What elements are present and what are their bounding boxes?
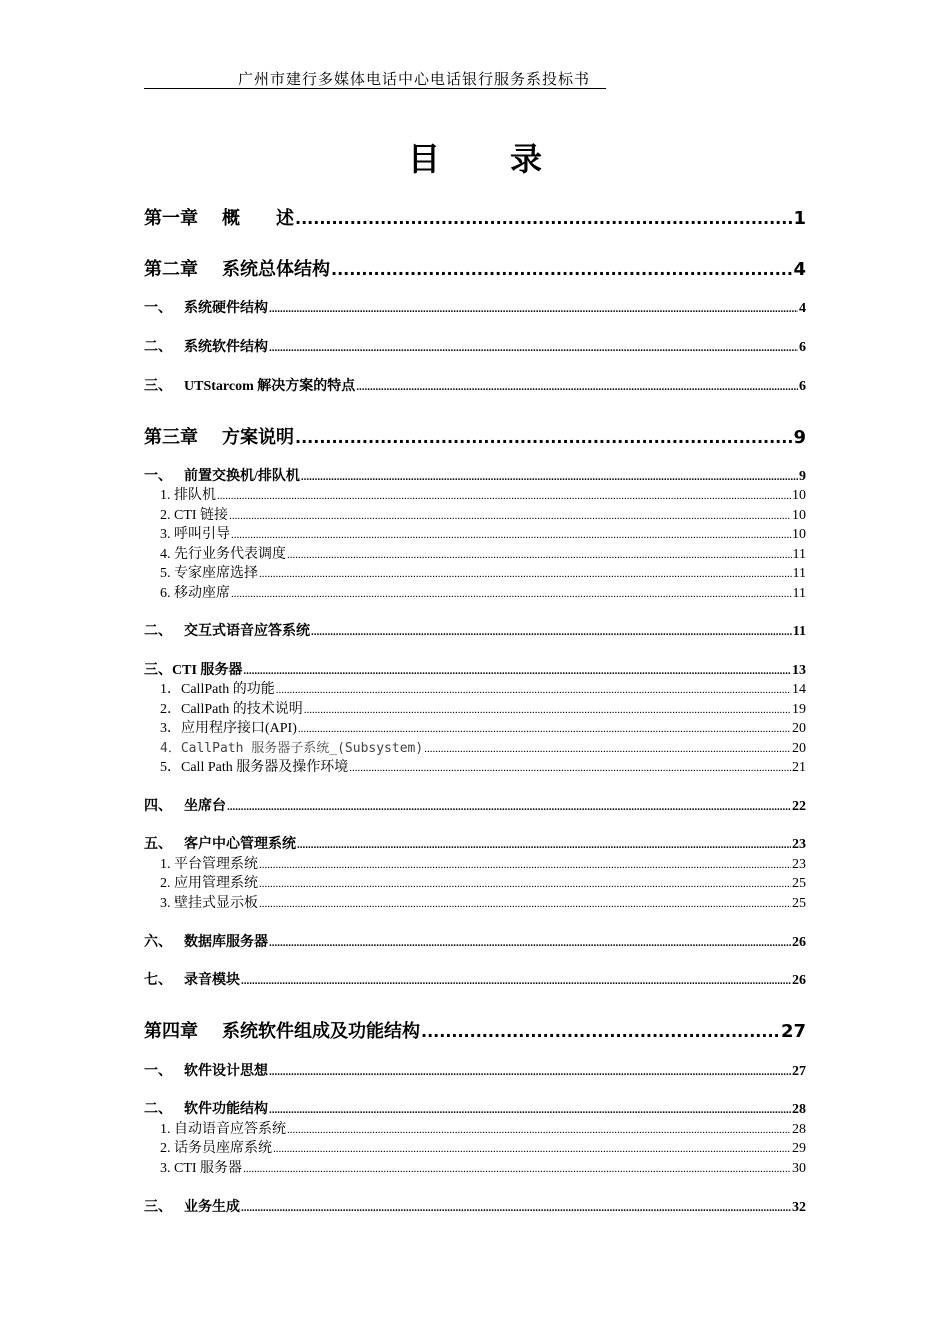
toc-entry-title [144,1196,240,1216]
section-title: 前置交换机/排队机 [184,469,300,484]
toc-entry[interactable] [144,969,806,989]
toc-title: 目录 [407,140,612,178]
toc-entry-title [144,620,310,640]
dot-leader [287,1124,791,1136]
section-number: 七、 [144,972,172,988]
toc-entry[interactable] [144,833,806,853]
toc-entry[interactable] [144,678,806,698]
page-number: 11 [792,586,806,601]
toc-entry[interactable] [144,1118,806,1138]
toc-entry[interactable] [144,1157,806,1177]
dot-leader [269,1066,791,1078]
dot-leader [229,510,791,522]
chapter-title: 方案说明 [222,427,294,448]
section-title: UTStarcom 解决方案的特点 [184,379,356,394]
toc-entry-title: 6. 移动座席 [160,586,230,601]
chapter-title: 概 述 [222,208,294,229]
section-number: 一、 [144,1063,172,1079]
dot-leader [331,260,792,279]
page-number: 19 [792,702,806,717]
dot-leader [295,209,792,228]
dot-leader [424,743,791,755]
dot-leader [259,878,791,890]
page-number: 20 [792,741,806,756]
toc-entry[interactable] [144,255,806,281]
toc-entry-title [144,795,226,815]
chapter-title: 系统软件组成及功能结构 [222,1021,420,1042]
dot-leader [356,381,798,393]
page-number: 23 [792,857,806,872]
toc-entry[interactable] [144,465,806,485]
section-number: 一、 [144,468,172,484]
section-title: 业务生成 [184,1200,240,1215]
page-number: 9 [793,427,806,448]
toc-entry-title [144,1017,420,1043]
page-number: 25 [792,876,806,891]
dot-leader [241,975,791,987]
page-number: 10 [792,527,806,542]
chapter-number: 第二章 [144,259,198,280]
section-number: 二、 [144,1101,172,1117]
toc-entry[interactable] [144,853,806,873]
dot-leader [298,723,791,735]
toc-entry[interactable] [144,297,806,317]
page-number: 29 [792,1141,806,1156]
chapter-number: 第三章 [144,427,198,448]
section-title: 系统硬件结构 [184,301,268,316]
toc-entry[interactable] [144,204,806,230]
page-number: 11 [792,566,806,581]
page-number: 26 [792,973,806,988]
page-number: 4 [793,259,806,280]
dot-leader [287,549,792,561]
page-number: 10 [792,508,806,523]
toc-entry-title [144,255,330,281]
toc-entry[interactable] [144,795,806,815]
page-number: 21 [792,760,806,775]
section-title: 软件设计思想 [184,1064,268,1079]
section-number: 六、 [144,934,172,950]
toc-entry[interactable] [144,543,806,563]
section-title: 录音模块 [184,973,240,988]
dot-leader [269,937,791,949]
page-number: 11 [792,624,806,639]
toc-entry[interactable] [144,872,806,892]
dot-leader [217,490,791,502]
toc-entry[interactable] [144,582,806,602]
toc-entry[interactable] [144,737,806,757]
section-title: 数据库服务器 [184,935,268,950]
toc-entry-title: 1. 排队机 [160,488,216,503]
toc-entry-title: 5. 专家座席选择 [160,566,258,581]
page-number: 6 [799,340,806,355]
chapter-number: 第一章 [144,208,198,229]
toc-entry-title: 1．CallPath 的功能 [160,682,275,697]
toc-entry[interactable] [144,717,806,737]
page-number: 28 [792,1102,806,1117]
toc-entry[interactable] [144,620,806,640]
toc-entry-title: 3．应用程序接口(API) [160,721,297,736]
toc-entry-title [144,833,296,853]
toc-entry-title [144,1060,268,1080]
page-number: 9 [799,469,806,484]
toc-entry[interactable] [144,1137,806,1157]
dot-leader [269,1104,791,1116]
toc-entry-title [144,375,355,395]
toc-entry-title [144,969,240,989]
toc-entry-title: 3. 呼叫引导 [160,527,230,542]
toc-entry-title: 5．Call Path 服务器及操作环境 [160,760,349,775]
dot-leader [231,588,792,600]
page-number: 13 [792,663,806,678]
toc-entry[interactable] [144,484,806,504]
section-title: 客户中心管理系统 [184,837,296,852]
running-header: 广州市建行多媒体电话中心电话银行服务系投标书 [238,70,591,88]
section-title: 坐席台 [184,799,226,814]
section-number: 二、 [144,339,172,355]
page-number: 1 [793,208,806,229]
page-number: 32 [792,1200,806,1215]
toc-entry-title: 2. 应用管理系统 [160,876,258,891]
dot-leader [259,898,791,910]
page-number: 23 [792,837,806,852]
toc-entry-title [144,1098,268,1118]
toc-entry-title: 4．CallPath 服务器子系统_(Subsystem) [160,741,424,756]
toc-entry-title [144,423,294,449]
toc-entry-title [144,931,268,951]
toc-entry[interactable] [144,659,806,679]
dot-leader [276,684,791,696]
toc-entry[interactable] [144,504,806,524]
toc-entry[interactable] [144,423,806,449]
toc-entry-title: 3. CTI 服务器 [160,1161,243,1176]
toc-entry-title: 三、CTI 服务器 [144,663,243,678]
page-number: 14 [792,682,806,697]
page-number: 22 [792,799,806,814]
dot-leader [269,342,798,354]
section-number: 四、 [144,798,172,814]
toc-entry-title: 1. 平台管理系统 [160,857,258,872]
dot-leader [243,1163,791,1175]
toc-entry-title: 2. 话务员座席系统 [160,1141,272,1156]
dot-leader [227,801,791,813]
dot-leader [269,303,798,315]
toc-entry-title: 2. CTI 链接 [160,508,229,523]
toc-entry-title [144,336,268,356]
section-number: 五、 [144,836,172,852]
page-number: 20 [792,721,806,736]
dot-leader [273,1143,791,1155]
page-number: 30 [792,1161,806,1176]
toc-entry[interactable] [144,336,806,356]
dot-leader [259,568,792,580]
dot-leader [243,665,791,677]
section-number: 三、 [144,378,172,394]
dot-leader [241,1202,791,1214]
dot-leader [421,1022,780,1041]
dot-leader [349,762,791,774]
page-number: 10 [792,488,806,503]
toc-entry-title [144,297,268,317]
toc-entry[interactable] [144,562,806,582]
dot-leader [301,471,798,483]
dot-leader [295,428,792,447]
page-number: 11 [792,547,806,562]
page-number: 27 [792,1064,806,1079]
chapter-number: 第四章 [144,1021,198,1042]
toc-entry[interactable] [144,1060,806,1080]
dot-leader [259,859,791,871]
toc-entry-title: 3. 壁挂式显示板 [160,896,258,911]
section-title: 系统软件结构 [184,340,268,355]
toc-entry-title: 4. 先行业务代表调度 [160,547,286,562]
page-number: 4 [799,301,806,316]
toc-entry[interactable] [144,375,806,395]
page-number: 27 [780,1021,806,1042]
dot-leader [231,529,791,541]
section-title: 交互式语音应答系统 [184,624,310,639]
chapter-title: 系统总体结构 [222,259,330,280]
toc-entry[interactable] [144,523,806,543]
toc-entry[interactable] [144,698,806,718]
toc-entry[interactable] [144,756,806,776]
page-number: 26 [792,935,806,950]
section-title: 软件功能结构 [184,1102,268,1117]
toc-entry[interactable] [144,931,806,951]
dot-leader [297,839,791,851]
section-number: 三、 [144,1199,172,1215]
toc-entry[interactable] [144,1098,806,1118]
section-number: 二、 [144,623,172,639]
toc-entry-title: 2．CallPath 的技术说明 [160,702,303,717]
toc-entry[interactable] [144,1017,806,1043]
page-number: 6 [799,379,806,394]
page-number: 28 [792,1122,806,1137]
dot-leader [304,704,791,716]
toc-entry[interactable] [144,1196,806,1216]
toc-entry[interactable] [144,892,806,912]
page-number: 25 [792,896,806,911]
section-number: 一、 [144,300,172,316]
dot-leader [311,626,792,638]
toc-entry-title [144,465,300,485]
toc-entry-title [144,204,294,230]
toc-entry-title: 1. 自动语音应答系统 [160,1122,286,1137]
